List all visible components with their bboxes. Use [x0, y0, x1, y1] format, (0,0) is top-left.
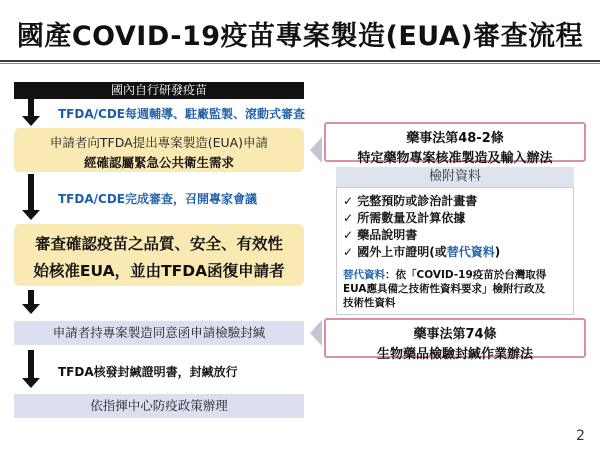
title-divider — [0, 60, 600, 62]
flow-arrow-1-shaft — [28, 99, 34, 116]
flow-arrow-3-head — [22, 304, 40, 314]
law2-box — [324, 318, 586, 362]
flow-arrow-2-shaft — [28, 174, 34, 212]
check-icon: ✓ — [343, 245, 354, 259]
note-guidance: TFDA/CDE每週輔導、駐廠監製、滾動式審查 — [58, 107, 305, 121]
attachments-panel — [336, 187, 574, 315]
check-icon: ✓ — [343, 228, 354, 242]
step3-box — [14, 224, 304, 286]
step5-label: 依指揮中心防疫政策辦理 — [90, 398, 228, 413]
law1-line2: 特定藥物專案核准製造及輸入辦法 — [357, 151, 553, 166]
step2-box — [14, 128, 304, 172]
flow-arrow-4-shaft — [28, 350, 34, 380]
step4-box — [14, 321, 304, 345]
step2-line1: 申請者向TFDA提出專案製造(EUA)申請 — [49, 135, 269, 150]
law1-line1: 藥事法第48-2條 — [406, 131, 504, 146]
attachment-item-3: ✓ 藥品說明書 — [343, 228, 418, 242]
check-icon: ✓ — [343, 194, 354, 208]
attachment-item-1: ✓ 完整預防或診治計畫書 — [343, 194, 478, 208]
step1-bar: 國內自行研發疫苗 — [14, 82, 304, 99]
note-review: TFDA/CDE完成審查，召開專家會議 — [58, 192, 257, 206]
alternative-data-note: 替代資料：依「COVID-19疫苗於台灣取得 EUA應具備之技術性資料要求」檢附行政及 技術性資料 — [343, 269, 547, 309]
flow-arrow-4-head — [22, 378, 40, 388]
attachment-item-4: ✓ 國外上市證明(或替代資料) — [343, 245, 501, 259]
flow-arrow-3-shaft — [28, 290, 34, 305]
check-icon: ✓ — [343, 211, 354, 225]
law1-pointer — [310, 137, 322, 163]
step2-line2: 經確認屬緊急公共衛生需求 — [83, 155, 234, 170]
attachment-item-2: ✓ 所需數量及計算依據 — [343, 211, 466, 225]
attachments-heading: 檢附資料 — [336, 167, 574, 187]
step5-box — [14, 394, 304, 418]
title-divider-thin — [0, 63, 600, 64]
alt-label: 替代資料 — [343, 269, 385, 281]
note-seal-release: TFDA核發封緘證明書，封緘放行 — [58, 365, 238, 379]
step4-label: 申請者持專案製造同意函申請檢驗封緘 — [52, 325, 266, 340]
flow-arrow-1-head — [22, 116, 40, 126]
law1-box — [324, 122, 586, 166]
step3-line2: 始核准EUA，並由TFDA函復申請者 — [33, 262, 285, 280]
flow-arrow-2-head — [22, 210, 40, 220]
law2-line2: 生物藥品檢驗封緘作業辦法 — [376, 347, 533, 362]
law2-line1: 藥事法第74條 — [413, 327, 497, 342]
page-number: 2 — [576, 428, 585, 444]
page-title: 國產COVID-19疫苗專案製造(EUA)審查流程 — [16, 21, 584, 52]
step3-line1: 審查確認疫苗之品質、安全、有效性 — [34, 235, 283, 253]
law2-pointer — [310, 320, 322, 346]
